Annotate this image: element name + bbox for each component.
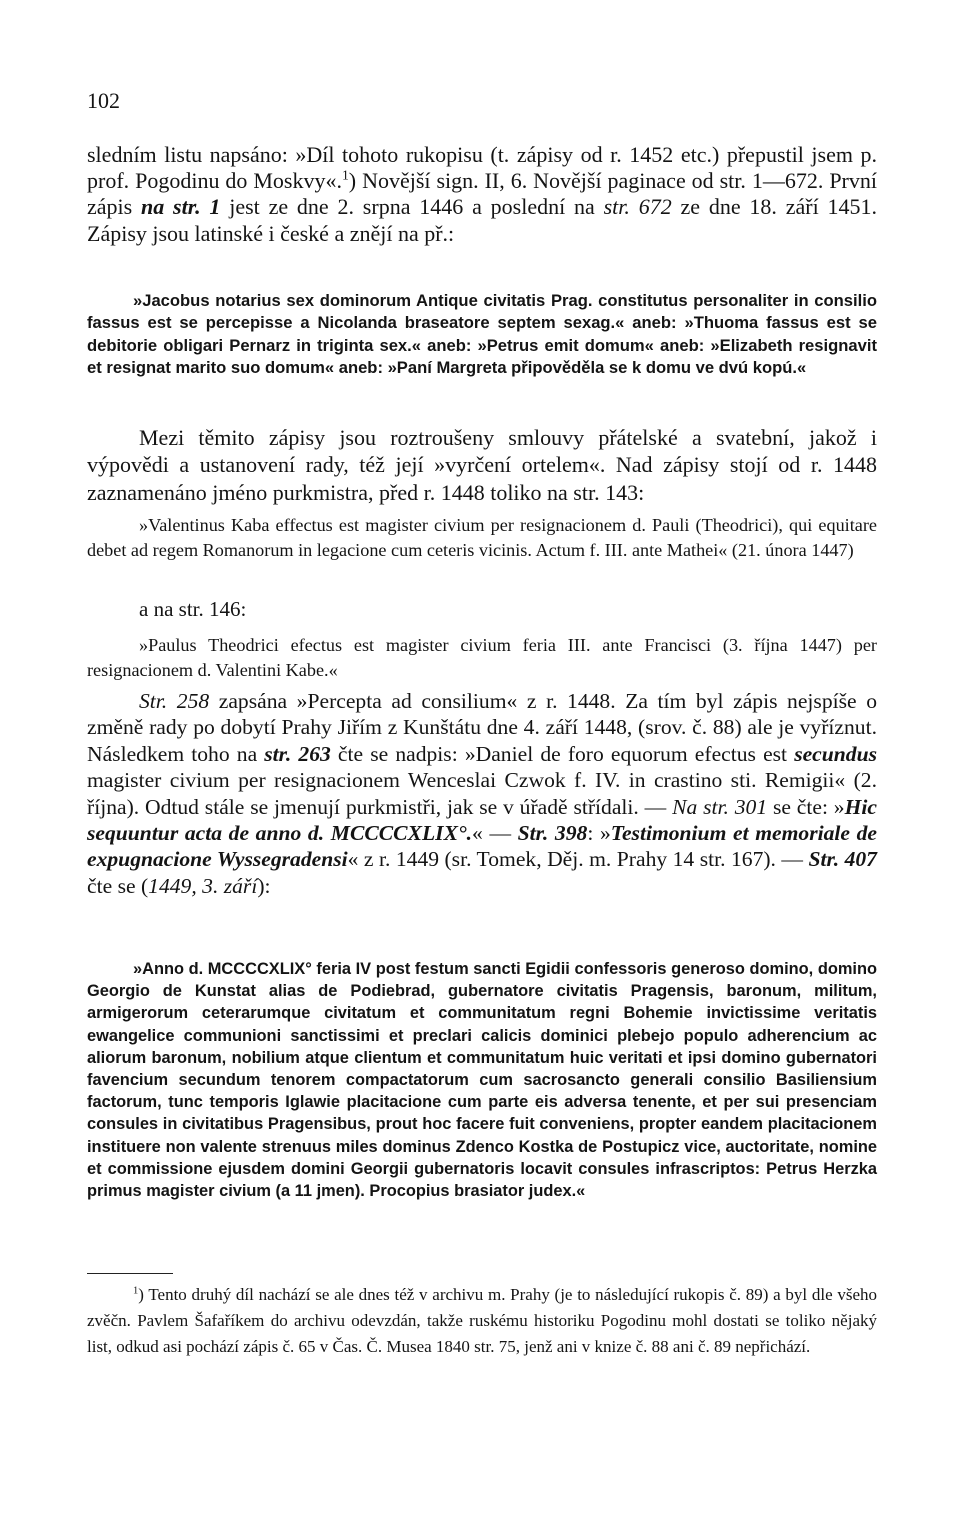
records-text-5: « —	[472, 821, 518, 846]
quote-anno-1449: »Anno d. MCCCCXLIX° feria IV post festum sancti Egidii confessoris generoso domino, domino Georgio de Kunstat alias de Podiebrad, gubernatore civitatis Pragensis, baronum, militum, armigerorum ceterarumque civitatum et communitatum regni Bohemie invictissime veritatis ewangelice communioni sanctissimi et preclari calicis dominici plebejo populo adherencium ac aliorum baronum, nobilium atque clientum et communitatum huic veritati et ipsi domino gubernatori favencium secundum tenorem compactatorum cum sacrosancto generali consilio Basiliensium factorum, tunc temporis Iglawie placitacione cum parte eis adversa tenente, et per sui presenciam consules in civitatibus Pragensibus, prout hoc facere fuit conveniens, propter eandem placitacionem instituere non valente strenuus miles dominus Zdenco Kostka de Postupicz vice, auctoritate, nomine et commissione ejusdem domini Georgii gubernatoris locavit consules infrascriptos: Petrus Herzka primus magister civium (a 11 jmen). Procopius brasiator judex.«	[87, 960, 877, 1201]
page-number: 102	[87, 88, 120, 113]
footnote	[87, 1282, 877, 1360]
records-emphasis-9: 1449, 3. září	[148, 873, 258, 898]
quote-examples: »Jacobus notarius sex dominorum Antique civitatis Prag. constitutus personaliter in consilio fassus est se percepisse a Nicolanda braseatore septem sexag.« aneb: »Thuoma fassus est se debitorie obligari Pernarz in triginta sex.« aneb: »Petrus emit domum« aneb: »Elizabeth resignavit et resignat marito suo domum« aneb: »Paní Margreta připověděla se k domu ve dvú kopú.«	[87, 291, 877, 377]
records-text-4: se čte: »	[767, 794, 845, 819]
intro-text-d: ze dne 18. září 1451. Zápisy jsou latinské i české a znějí na př.:	[87, 194, 878, 246]
records-emphasis-7: Testimonium et memoriale de expugnacione Wyssegradensi	[87, 821, 877, 872]
footnote-reference: 1	[341, 167, 349, 183]
footnote-divider	[87, 1273, 173, 1274]
intro-text-c: jest ze dne 2. srpna 1446 a poslední na	[220, 194, 604, 220]
intro-emphasis-na-str: na str. 1	[141, 194, 221, 220]
records-text-8: čte se (	[87, 873, 149, 898]
quote-paulus: »Paulus Theodrici efectus est magister civium feria III. ante Francisci (3. října 1447) per resignacionem d. Valentini Kabe.«	[87, 635, 877, 680]
records-emphasis-3: secundus	[794, 741, 877, 766]
intro-emphasis-str672: str. 672	[603, 194, 672, 220]
paragraph-str146: a na str. 146:	[139, 597, 247, 621]
records-emphasis-1: Str. 258	[139, 689, 210, 713]
records-emphasis-6: Str. 398	[517, 821, 588, 846]
footnote-marker: 1	[133, 1285, 139, 1297]
records-emphasis-4: Na str. 301	[672, 794, 768, 819]
intro-text-b: ) Novější sign. II, 6. Novější paginace od str. 1—672. První zápis	[87, 168, 877, 220]
records-text-6: : »	[587, 821, 611, 846]
intro-text-a: sledním listu napsáno: »Díl tohoto rukopisu (t. zápisy od r. 1452 etc.) přepustil jsem p. prof. Pogodinu do Moskvy«.	[87, 142, 877, 194]
records-text-3: magister civium per resignacionem Wenceslai Czwok f. IV. in crastino sti. Remigii« (2. října). Odtud stále se jmenují purkmistři, jak se v úřadě střídali. —	[87, 768, 877, 819]
footnote-text: ) Tento druhý díl nachází se ale dnes též v archivu m. Prahy (je to následující rukopis č. 89) a byl dle všeho zvěčn. Pavlem Šafaříkem do archivu odevzdán, takže ruskému historiku Pogodinu mohl dostati se toliko nějaký list, odkud asi pochází zápis č. 65 v Čas. Č. Musea 1840 str. 75, jenž ani v knize č. 88 ani č. 89 nepřichází.	[87, 1285, 877, 1356]
paragraph-contracts: Mezi těmito zápisy jsou roztroušeny smlouvy přátelské a svatební, jakož i výpovědi a ustanovení rady, též její »vyrčení ortelem«. Nad zápisy stojí od r. 1448 zaznamenáno jméno purkmistra, před r. 1448 toliko na str. 143:	[87, 425, 877, 505]
records-text-1: zapsána »Percepta ad consilium« z r. 1448. Za tím byl zápis nejspíše o změně rady po dobytí Prahy Jiřím z Kunštátu dne 4. září 1448, (srov. č. 88) ale je vyříznut. Následkem toho na	[87, 689, 877, 766]
paragraph-intro	[87, 142, 877, 247]
records-text-7: « z r. 1449 (sr. Tomek, Děj. m. Prahy 14 str. 167). —	[347, 847, 809, 872]
records-emphasis-2: str. 263	[264, 741, 331, 766]
records-emphasis-8: Str. 407	[808, 847, 877, 872]
records-emphasis-5: Hic sequuntur acta de anno d. MCCCCXLIX°.	[87, 794, 877, 846]
quote-valentinus: »Valentinus Kaba effectus est magister civium per resignacionem d. Pauli (Theodrici), qui equitare debet ad regem Romanorum in legacione cum ceteris vicinis. Actum f. III. ante Mathei« (21. února 1447)	[87, 515, 877, 560]
records-text-2: čte se nadpis: »Daniel de foro equorum efectus est	[330, 741, 795, 766]
records-text-9: ):	[257, 873, 271, 898]
paragraph-records	[87, 688, 877, 899]
